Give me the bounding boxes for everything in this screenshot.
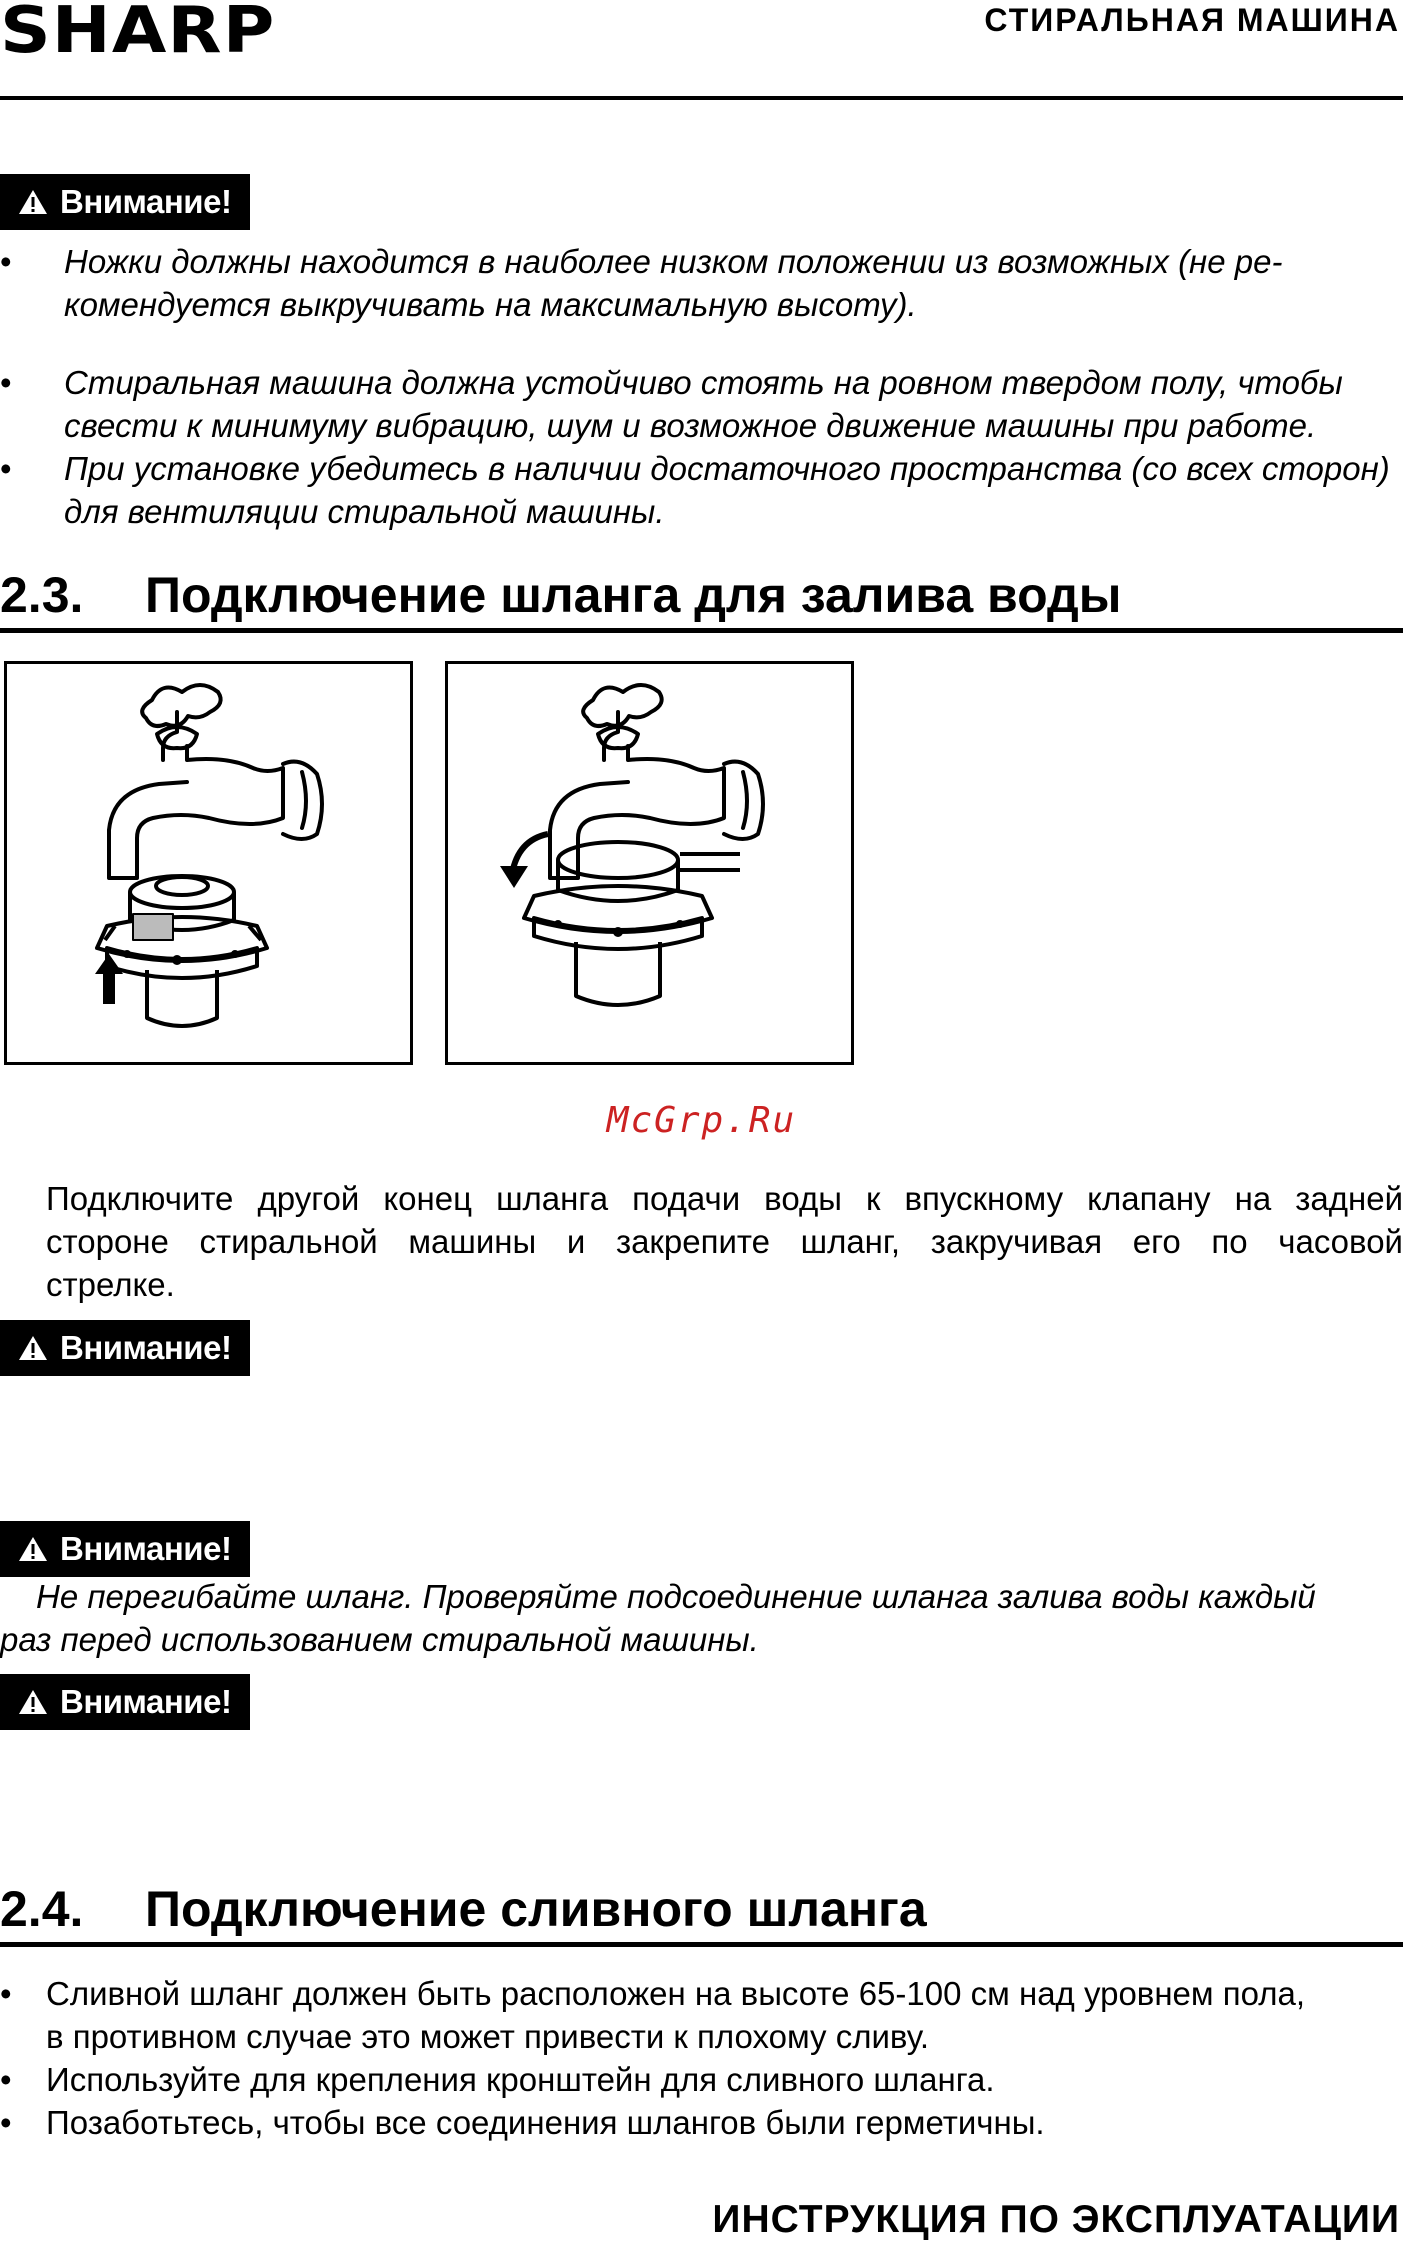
figure-faucet-adapter-2 xyxy=(445,661,854,1065)
section-number: 2.4. xyxy=(0,1881,84,1937)
warning-triangle-icon xyxy=(18,1335,48,1361)
arrow-icon xyxy=(95,954,123,1004)
warning-triangle-icon xyxy=(18,1689,48,1715)
warning-label-text: Внимание! xyxy=(60,1329,232,1366)
section-heading-2-4 xyxy=(0,1880,927,1938)
arrow-icon xyxy=(500,866,528,888)
warning-item-1-line1: Ножки должны находится в наиболее низком положении из возможных (не ре- xyxy=(64,243,1283,280)
bullet: • xyxy=(0,2104,12,2141)
drain-item-1-line2: в противном случае это может привести к плохому сливу. xyxy=(46,2018,930,2055)
section-title: Подключение сливного шланга xyxy=(145,1881,927,1937)
bullet: • xyxy=(0,243,12,280)
bullet: • xyxy=(0,2061,12,2098)
warning-label-text: Внимание! xyxy=(60,1683,232,1720)
watermark: McGrp.Ru xyxy=(606,1100,797,1141)
warning-label-text: Внимание! xyxy=(60,1530,232,1567)
drain-item-1-line1: Сливной шланг должен быть расположен на высоте 65-100 см над уровнем пола, xyxy=(46,1975,1306,2012)
warning-label-2 xyxy=(0,1320,250,1376)
section-rule xyxy=(0,628,1403,633)
figure-faucet-adapter-1 xyxy=(4,661,413,1065)
warning-item-2 xyxy=(64,361,1403,447)
bullet: • xyxy=(0,1975,12,2012)
brand-logo: SHARP xyxy=(0,0,276,68)
drain-item-1 xyxy=(46,1972,1403,2058)
bullet: • xyxy=(0,450,12,487)
section-number: 2.3. xyxy=(0,567,84,623)
drain-item-2: Используйте для крепления кронштейн для сливного шланга. xyxy=(46,2061,995,2098)
footer-title: ИНСТРУКЦИЯ ПО ЭКСПЛУАТАЦИИ xyxy=(712,2198,1400,2241)
warning-triangle-icon xyxy=(18,189,48,215)
section-title: Подключение шланга для залива воды xyxy=(145,567,1122,623)
warning-item-1-line2: комендуется выкручивать на максимальную высоту). xyxy=(64,286,917,323)
hose-warning-line1: Не перегибайте шланг. Проверяйте подсоединение шланга залива воды каждый xyxy=(36,1578,1316,1615)
connection-paragraph xyxy=(46,1177,1403,1306)
document-title: СТИРАЛЬНАЯ МАШИНА xyxy=(984,2,1400,38)
warning-label-1 xyxy=(0,174,250,230)
connection-paragraph-line2: стороне стиральной машины и закрепите шланг, закручивая его по часовой xyxy=(46,1223,1403,1260)
hose-warning-line2: раз перед использованием стиральной машины. xyxy=(0,1621,759,1658)
warning-item-3-line2: для вентиляции стиральной машины. xyxy=(64,493,665,530)
faucet-icon xyxy=(7,664,410,1062)
connection-paragraph-line3: стрелке. xyxy=(46,1266,175,1303)
warning-item-3-line1: При установке убедитесь в наличии достаточного пространства (со всех сторон) xyxy=(64,450,1390,487)
section-heading-2-3 xyxy=(0,566,1121,624)
faucet-icon xyxy=(448,664,851,1062)
warning-item-1 xyxy=(64,240,1403,326)
warning-item-2-line1: Стиральная машина должна устойчиво стоять на ровном твердом полу, чтобы xyxy=(64,364,1343,401)
header-rule xyxy=(0,96,1403,100)
hose-warning-text xyxy=(0,1575,1403,1661)
warning-triangle-icon xyxy=(18,1536,48,1562)
section-rule xyxy=(0,1942,1403,1947)
bullet: • xyxy=(0,364,12,401)
warning-label-4 xyxy=(0,1674,250,1730)
warning-label-3 xyxy=(0,1521,250,1577)
warning-label-text: Внимание! xyxy=(60,183,232,220)
warning-item-2-line2: свести к минимуму вибрацию, шум и возможное движение машины при работе. xyxy=(64,407,1317,444)
warning-item-3 xyxy=(64,447,1403,533)
connection-paragraph-line1: Подключите другой конец шланга подачи воды к впускному клапану на задней xyxy=(46,1180,1403,1217)
drain-item-3: Позаботьтесь, чтобы все соединения шлангов были герметичны. xyxy=(46,2104,1045,2141)
